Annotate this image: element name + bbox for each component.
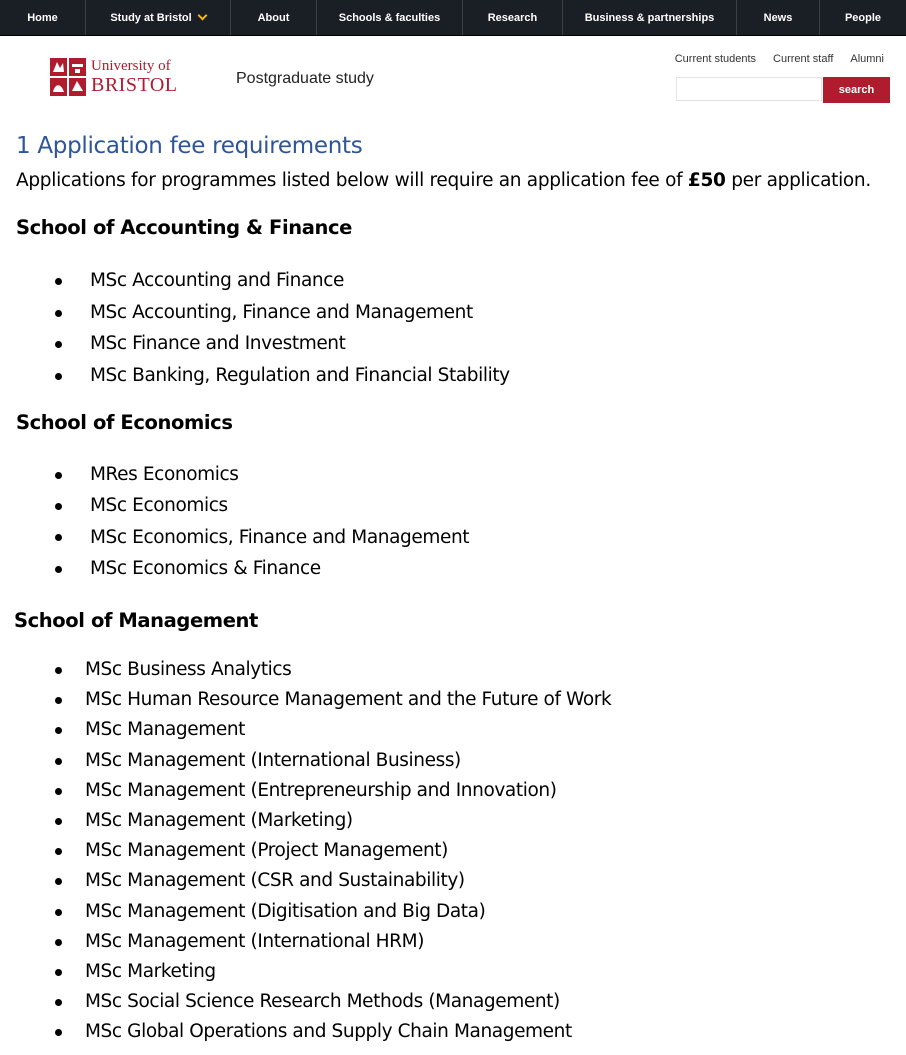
programme-list-accounting-finance [90,265,510,392]
list-item [85,897,611,927]
chevron-down-icon [197,11,207,21]
site-title[interactable]: Postgraduate study [236,70,374,87]
programme-list-economics [90,459,469,584]
programme-name: MSc Management (Entrepreneurship and Innovation) [85,779,557,801]
bullet-icon [55,667,62,674]
programme-name: MSc Management (Marketing) [85,809,353,831]
intro-text-end: per application. [725,170,871,191]
list-item [85,776,611,806]
bullet-icon [55,818,62,825]
bullet-icon [55,310,62,317]
programme-name: MSc Economics [90,495,228,517]
bullet-icon [55,758,62,765]
nav-research[interactable] [463,0,563,35]
list-item [90,490,469,521]
bullet-icon [55,697,62,704]
intro-text [16,170,871,191]
nav-study-at-bristol[interactable] [86,0,231,35]
programme-name: MSc Social Science Research Methods (Management) [85,991,560,1013]
utility-links [675,53,884,65]
list-item [85,715,611,745]
school-heading-management: School of Management [14,609,258,632]
nav-news[interactable] [737,0,820,35]
programme-name: MSc Accounting, Finance and Management [90,301,473,323]
list-item [90,265,510,297]
programme-name: MSc Banking, Regulation and Financial Stability [90,365,510,387]
list-item [85,1017,611,1047]
link-current-students[interactable]: Current students [674,53,757,65]
bullet-icon [55,341,62,348]
bullet-icon [55,373,62,380]
bullet-icon [55,848,62,855]
list-item [85,655,611,685]
nav-study-label: Study at Bristol [110,11,192,24]
programme-list-management [85,655,611,1047]
nav-schools-faculties[interactable] [317,0,463,35]
nav-news-label: News [763,11,793,24]
bullet-icon [55,503,62,510]
nav-schools-label: Schools & faculties [338,11,441,24]
bullet-icon [55,878,62,885]
bullet-icon [55,472,62,479]
programme-name: MSc Management (CSR and Sustainability) [85,870,465,892]
application-fee-amount: £50 [687,170,726,191]
list-item [85,987,611,1017]
nav-about[interactable] [231,0,317,35]
intro-text-start: Applications for programmes listed below will require an application fee of [16,170,688,191]
bullet-icon [55,999,62,1006]
list-item [90,522,469,553]
list-item [90,553,469,584]
nav-people[interactable] [820,0,906,35]
bullet-icon [55,534,62,541]
logo-line-bristol: BRISTOL [91,74,178,96]
list-item [90,297,510,329]
list-item [85,685,611,715]
list-item [85,806,611,836]
programme-name: MSc Accounting and Finance [90,270,345,291]
nav-home-label: Home [27,11,58,24]
list-item [85,957,611,987]
bullet-icon [55,278,62,285]
page-heading: 1 Application fee requirements [16,133,363,159]
search-button[interactable]: search [823,77,890,103]
programme-name: MSc Marketing [85,960,216,982]
bullet-icon [55,1029,62,1036]
bristol-crest-icon [49,57,87,97]
nav-about-label: About [257,11,290,24]
list-item [85,836,611,866]
bullet-icon [55,727,62,734]
bullet-icon [55,909,62,916]
list-item [90,459,469,490]
programme-name: MSc Finance and Investment [90,333,346,355]
list-item [85,927,611,957]
programme-name: MSc Management (International Business) [85,749,461,771]
programme-name: MSc Management (Project Management) [85,840,448,862]
school-heading-economics: School of Economics [16,411,233,434]
programme-name: MSc Management [85,719,246,741]
programme-name: MSc Human Resource Management and the Future of Work [85,689,612,711]
programme-name: MSc Economics & Finance [90,557,321,579]
nav-research-label: Research [487,11,538,24]
logo-wordmark [91,59,177,95]
school-heading-accounting-finance: School of Accounting & Finance [16,216,352,239]
top-navigation [0,0,906,36]
list-item [85,746,611,776]
nav-business-partnerships[interactable] [563,0,737,35]
logo-line-university: University of [91,58,171,74]
site-header [0,35,906,125]
link-alumni[interactable]: Alumni [850,53,884,65]
nav-business-label: Business & partnerships [584,11,715,24]
search-input[interactable] [676,77,822,101]
nav-home[interactable] [0,0,86,35]
link-current-staff[interactable]: Current staff [773,53,834,65]
programme-name: MRes Economics [90,464,239,485]
programme-name: MSc Management (International HRM) [85,930,425,952]
bullet-icon [55,969,62,976]
list-item [85,866,611,896]
programme-name: MSc Global Operations and Supply Chain Management [85,1021,572,1043]
list-item [90,360,510,392]
programme-name: MSc Management (Digitisation and Big Data) [85,900,486,922]
bullet-icon [55,566,62,573]
list-item [90,328,510,360]
programme-name: MSc Business Analytics [85,659,292,680]
programme-name: MSc Economics, Finance and Management [90,526,470,548]
bullet-icon [55,788,62,795]
nav-people-label: People [844,11,882,24]
university-logo[interactable] [49,57,177,97]
bullet-icon [55,939,62,946]
